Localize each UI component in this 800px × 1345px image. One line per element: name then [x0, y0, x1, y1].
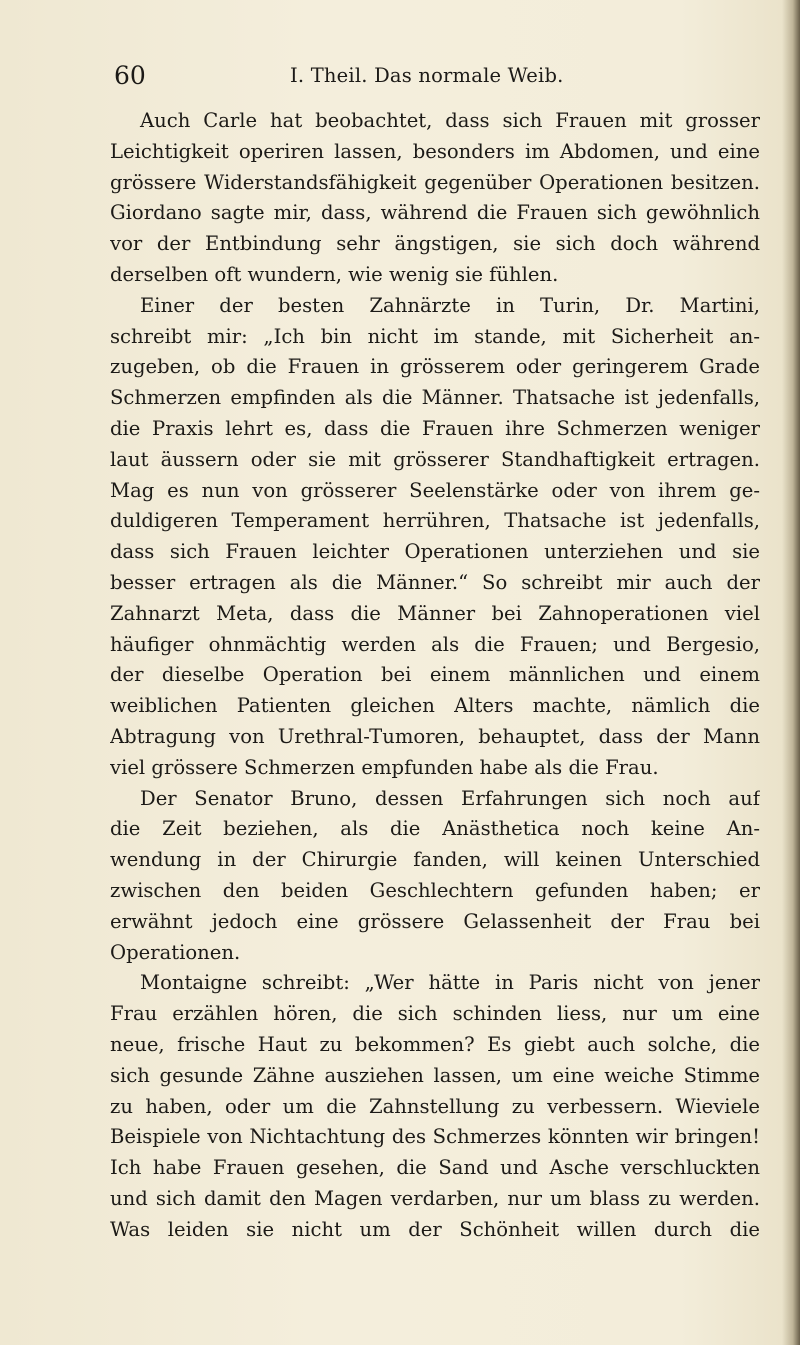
text-line: Einer der besten Zahnärzte in Turin, Dr. Martini, [140, 293, 760, 317]
text-line: weiblichen Patienten gleichen Alters machte, nämlich die [110, 694, 760, 718]
text-line: erwähnt jedoch eine grössere Gelassenheit der Frau bei [110, 909, 760, 933]
page-number: 60 [114, 61, 146, 90]
text-line: Giordano sagte mir, dass, während die Frauen sich gewöhnlich [110, 201, 760, 225]
text-line: laut äussern oder sie mit grösserer Standhaftigkeit ertragen. [110, 447, 760, 471]
text-line: Leichtigkeit operiren lassen, besonders im Abdomen, und eine [110, 139, 760, 163]
text-line: Auch Carle hat beobachtet, dass sich Frauen mit grosser [140, 109, 760, 132]
text-line: Der Senator Bruno, dessen Erfahrungen sich noch auf [140, 786, 760, 810]
text-line: Schmerzen empfinden als die Männer. Thatsache ist jedenfalls, [110, 386, 760, 410]
text-line: zugeben, ob die Frauen in grösserem oder geringerem Grade [110, 355, 760, 379]
text-line: wendung in der Chirurgie fanden, will keinen Unterschied [110, 848, 760, 872]
text-line: Operationen. [110, 940, 241, 964]
page-header [114, 56, 734, 96]
text-line: Frau erzählen hören, die sich schinden liess, nur um eine [110, 1002, 760, 1026]
text-line: die Praxis lehrt es, dass die Frauen ihre Schmerzen weniger [110, 416, 760, 440]
text-line: Abtragung von Urethral-Tumoren, behauptet, dass der Mann [110, 724, 760, 748]
text-line: zu haben, oder um die Zahnstellung zu verbessern. Wieviele [110, 1094, 760, 1118]
text-line: neue, frische Haut zu bekommen? Es giebt auch solche, die [110, 1032, 760, 1056]
text-line: besser ertragen als die Männer.“ So schreibt mir auch der [110, 570, 760, 594]
text-line: Was leiden sie nicht um der Schönheit willen durch die [110, 1217, 760, 1241]
text-line: Beispiele von Nichtachtung des Schmerzes könnten wir bringen! [110, 1125, 760, 1149]
text-line: häufiger ohnmächtig werden als die Frauen; und Bergesio, [110, 632, 760, 656]
text-line: Ich habe Frauen gesehen, die Sand und Asche verschluckten [110, 1156, 760, 1180]
text-line: zwischen den beiden Geschlechtern gefunden haben; er [110, 878, 760, 902]
text-line: die Zeit beziehen, als die Anästhetica noch keine An- [110, 817, 760, 841]
running-title: I. Theil. Das normale Weib. [290, 64, 564, 87]
text-line: grössere Widerstandsfähigkeit gegenüber Operationen besitzen. [110, 170, 760, 194]
text-line: Montaigne schreibt: „Wer hätte in Paris nicht von jener [140, 971, 760, 995]
text-line: vor der Entbindung sehr ängstigen, sie sich doch während [110, 232, 760, 256]
text-line: dass sich Frauen leichter Operationen unterziehen und sie [110, 540, 760, 564]
text-line: schreibt mir: „Ich bin nicht im stande, mit Sicherheit an- [110, 324, 760, 348]
text-line: und sich damit den Magen verdarben, nur um blass zu werden. [110, 1186, 760, 1210]
text-line: duldigeren Temperament herrühren, Thatsache ist jedenfalls, [110, 509, 760, 533]
text-line: viel grössere Schmerzen empfunden habe als die Frau. [110, 755, 659, 779]
text-line: Zahnarzt Meta, dass die Männer bei Zahnoperationen viel [110, 601, 760, 625]
body-text [110, 106, 760, 1245]
text-line: sich gesunde Zähne ausziehen lassen, um eine weiche Stimme [110, 1063, 760, 1087]
text-line: Mag es nun von grösserer Seelenstärke oder von ihrem ge- [110, 478, 760, 502]
page-binding-shadow [782, 0, 800, 1345]
text-line: der dieselbe Operation bei einem männlichen und einem [110, 663, 760, 687]
text-line: derselben oft wundern, wie wenig sie fühlen. [110, 262, 559, 286]
